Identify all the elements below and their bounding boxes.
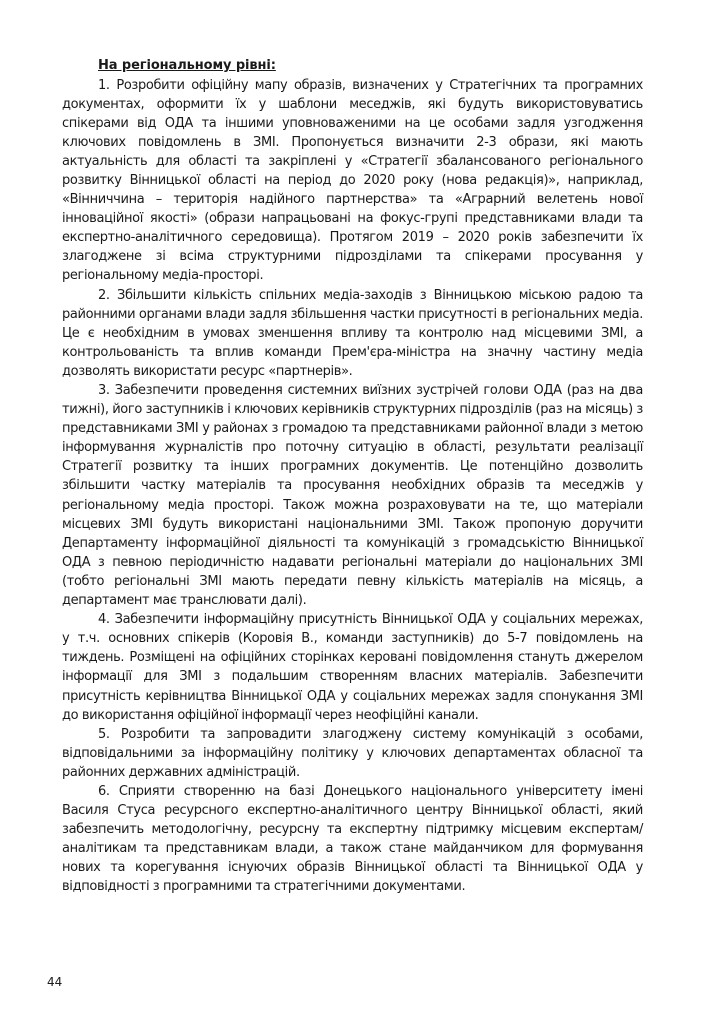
paragraph-6: 6. Сприяти створенню на базі Донецького національного університету імені Василя Стуса ресурсного експертно-аналітичного центру Вінницької області, який забезпечить методологічну, ресурсну та експертну підтримку місцевим експертам/аналітикам та представникам влади, а також стане майданчиком для формування нових та корегування існуючих образів Вінницької області та Вінницької ОДА у відповідності з програмними та стратегічними документами. [62, 783, 643, 895]
paragraph-5: 5. Розробити та запровадити злагоджену систему комунікацій з особами, відповідальними за інформаційну політику у ключових департаментах обласної та районних державних адміністрацій. [62, 726, 643, 780]
page-number: 44 [47, 975, 63, 989]
paragraph-3: 3. Забезпечити проведення системних виїзних зустрічей голови ОДА (раз на два тижні), його заступників і ключових керівників структурних підрозділів (раз на місяць) з представниками ЗМІ у районах з громадою та представниками районної влади з метою інформування журналістів про поточну ситуацію в області, результати реалізації Стратегії розвитку та інших програмних документів. Це потенційно дозволить збільшити частку матеріалів та просування необхідних образів та меседжів у регіональному медіа просторі. Також можна розраховувати на те, що матеріали місцевих ЗМІ будуть використані національними ЗМІ. Також пропоную доручити Департаменту інформаційної діяльності та комунікацій з громадськістю Вінницької ОДА з певною періодичністю надавати регіональні матеріали до національних ЗМІ (тобто регіональні ЗМІ мають передати певну кількість матеріалів на місяць, а департамент має транслювати далі). [62, 383, 643, 609]
section-heading: На регіональному рівні: [98, 58, 276, 73]
document-body [62, 56, 643, 897]
paragraph-4: 4. Забезпечити інформаційну присутність Вінницької ОДА у соціальних мережах, у т.ч. основних спікерів (Коровія В., команди заступників) до 5-7 повідомлень на тиждень. Розміщені на офіційних сторінках керовані повідомлення стануть джерелом інформації для ЗМІ з подальшим створенням власних матеріалів. Забезпечити присутність керівництва Вінницької ОДА у соціальних мережах задля спонукання ЗМІ до використання офіційної інформації через неофіційні канали. [62, 612, 643, 723]
paragraph-1: 1. Розробити офіційну мапу образів, визначених у Стратегічних та програмних документах, оформити їх у шаблони меседжів, які будуть використовуватись спікерами від ОДА та іншими уповноваженими на це особами задля узгодження ключових повідомлень в ЗМІ. Пропонується визначити 2-3 образи, які мають актуальність для області та закріплені у «Стратегії збалансованого регіонального розвитку Вінницької області на період до 2020 року (нова редакція)», наприклад, «Вінниччина – територія надійного партнерства» та «Аграрний велетень нової інноваційної якості» (образи напрацьовані на фокус-групі представниками влади та експертно-аналітичного середовища). Протягом 2019 – 2020 років забезпечити їх злагоджене зі всіма структурними підрозділами та спікерами просування у регіональному медіа-просторі. [62, 77, 643, 284]
paragraph-2: 2. Збільшити кількість спільних медіа-заходів з Вінницькою міською радою та районними органами влади задля збільшення частки присутності в регіональних медіа. Це є необхідним в умовах зменшення впливу та контролю над місцевими ЗМІ, а контрольованість та вплив команди Прем'єра-міністра на значну частину медіа дозволять використати ресурс «партнерів». [62, 287, 643, 379]
